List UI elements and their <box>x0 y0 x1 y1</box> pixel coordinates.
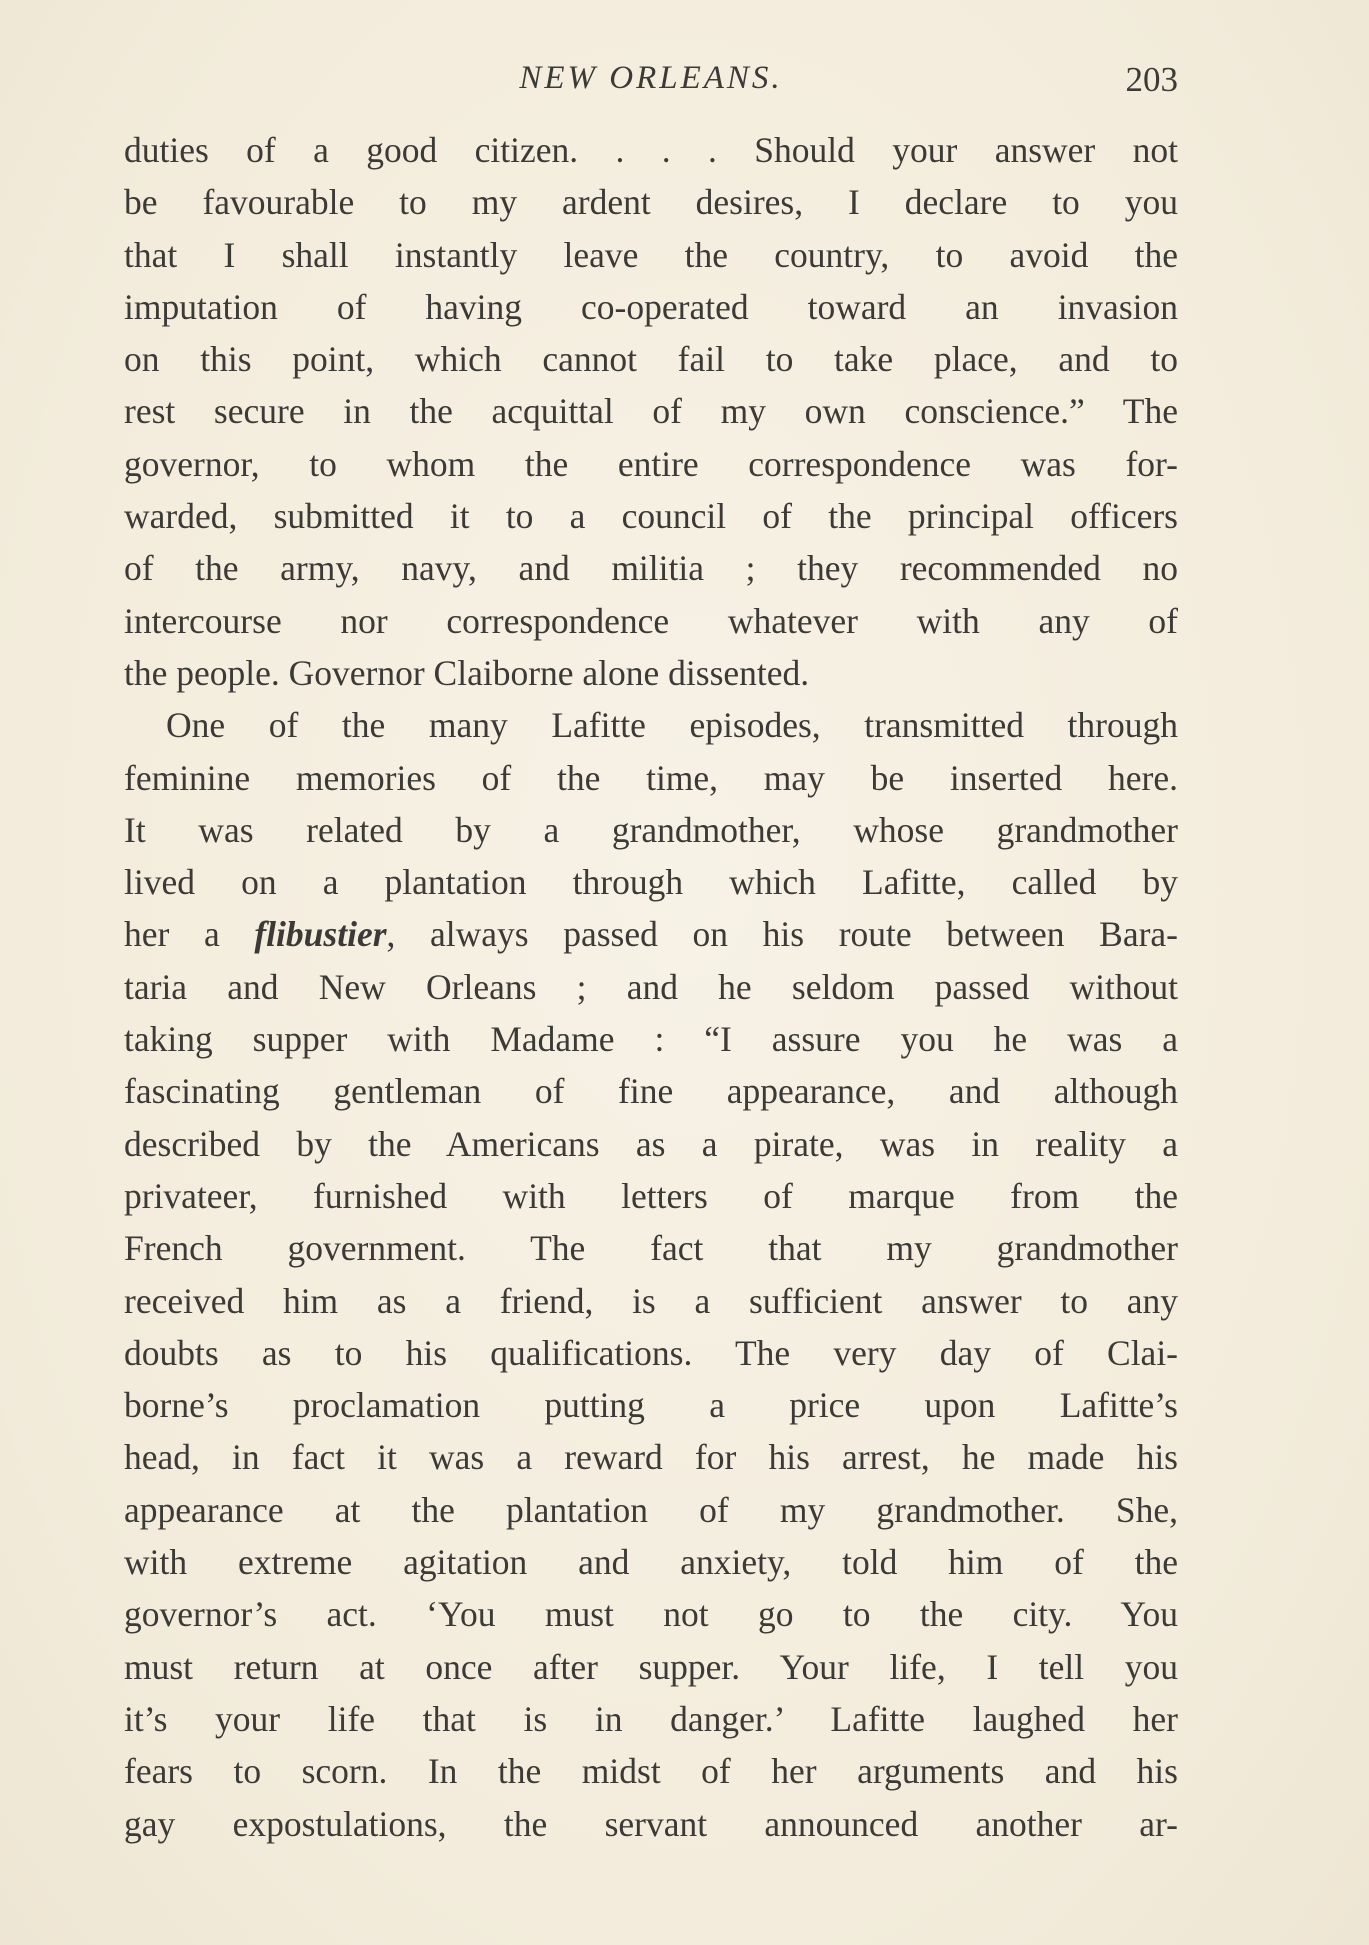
text-line: governor’s act. ‘You must not go to the city. You <box>124 1594 1178 1635</box>
text-line: borne’s proclamation putting a price upon Lafitte’s <box>124 1385 1178 1426</box>
text-line: gay expostulations, the servant announced another ar- <box>124 1803 1178 1844</box>
text-line: that I shall instantly leave the country, to avoid the <box>124 234 1178 275</box>
italic-word: flibustier <box>254 914 387 955</box>
text-line: with extreme agitation and anxiety, told him of the <box>124 1542 1178 1583</box>
text-line: fascinating gentleman of fine appearance, and although <box>124 1071 1178 1112</box>
text-line: taria and New Orleans ; and he seldom passed without <box>124 966 1178 1007</box>
text-line: It was related by a grandmother, whose grandmother <box>124 809 1178 850</box>
text-line: governor, to whom the entire correspondence was for- <box>124 443 1178 484</box>
text-line: be favourable to my ardent desires, I declare to you <box>124 182 1178 223</box>
text-line: duties of a good citizen. . . . Should your answer not <box>124 130 1178 170</box>
text-line: privateer, furnished with letters of marque from the <box>124 1175 1178 1216</box>
text-line: head, in fact it was a reward for his arrest, he made his <box>124 1437 1178 1478</box>
running-title: NEW ORLEANS. <box>519 60 783 96</box>
text-line: on this point, which cannot fail to take place, and to <box>124 339 1178 380</box>
line-before: her a <box>124 914 255 955</box>
text-line: of the army, navy, and militia ; they recommended no <box>124 548 1178 589</box>
text-line-italic <box>124 908 1178 960</box>
running-head <box>124 60 1178 110</box>
paragraph-start-line: One of the many Lafitte episodes, transmitted through <box>166 705 1178 746</box>
page-number: 203 <box>1125 60 1178 99</box>
body-text <box>124 124 1178 1850</box>
paragraph-end-line: the people. Governor Claiborne alone dissented. <box>124 652 810 693</box>
text-line: taking supper with Madame : “I assure you he was a <box>124 1019 1178 1060</box>
text-line: French government. The fact that my grandmother <box>124 1228 1178 1269</box>
text-line: received him as a friend, is a sufficient answer to any <box>124 1280 1178 1321</box>
text-line: must return at once after supper. Your life, I tell you <box>124 1646 1178 1687</box>
text-line: rest secure in the acquittal of my own conscience.” The <box>124 391 1178 432</box>
text-line: lived on a plantation through which Lafitte, called by <box>124 862 1178 903</box>
text-line: warded, submitted it to a council of the principal officers <box>124 496 1178 537</box>
text-line: fears to scorn. In the midst of her arguments and his <box>124 1751 1178 1792</box>
text-line: appearance at the plantation of my grandmother. She, <box>124 1489 1178 1530</box>
text-line: intercourse nor correspondence whatever with any of <box>124 600 1178 641</box>
text-line: imputation of having co-operated toward an invasion <box>124 286 1178 327</box>
line-after: , always passed on his route between Bara- <box>386 914 1178 955</box>
text-line: it’s your life that is in danger.’ Lafitte laughed her <box>124 1698 1178 1739</box>
text-line: described by the Americans as a pirate, was in reality a <box>124 1123 1178 1164</box>
text-line: doubts as to his qualifications. The very day of Clai- <box>124 1332 1178 1373</box>
text-line: feminine memories of the time, may be inserted here. <box>124 757 1178 798</box>
